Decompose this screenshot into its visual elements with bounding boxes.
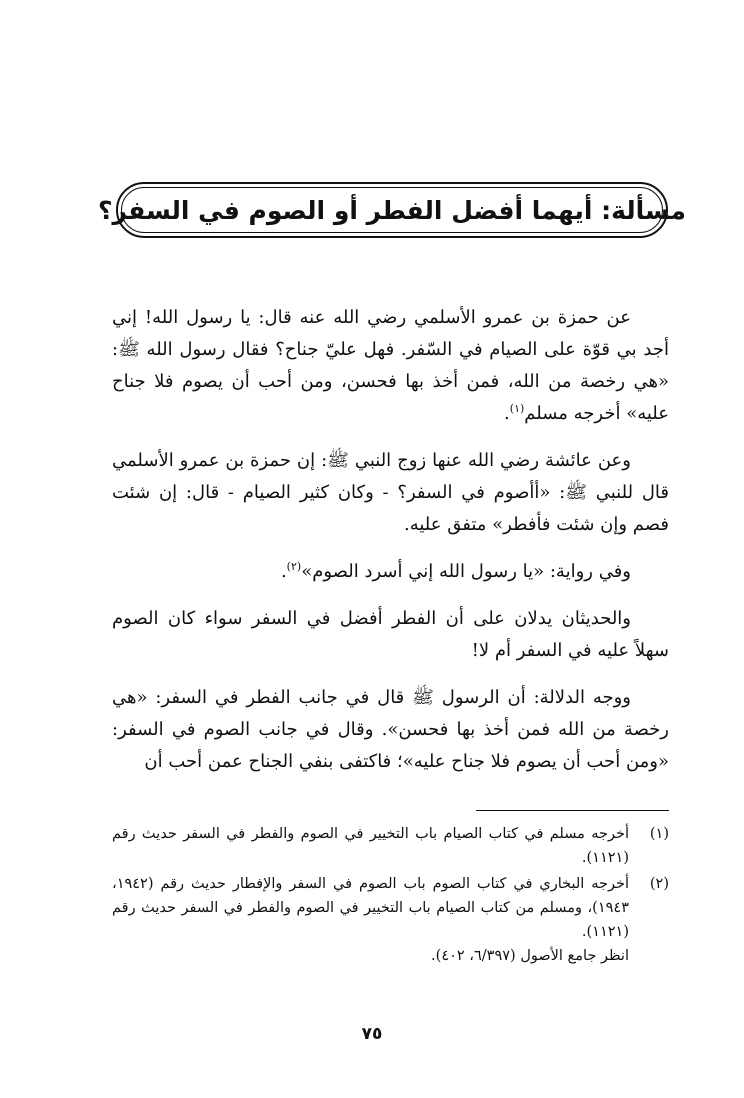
paragraph-text: والحديثان يدلان على أن الفطر أفضل في السفر سواء كان الصوم سهلاً عليه في السفر أم لا! — [112, 608, 669, 661]
paragraph-aisha-hadith — [112, 445, 669, 541]
footnote-body — [112, 822, 629, 870]
footnote-line: أخرجه مسلم في كتاب الصيام باب التخيير في الصوم والفطر في السفر حديث رقم (١١٢١). — [112, 826, 629, 866]
paragraph-text: وفي رواية: «يا رسول الله إني أسرد الصوم» — [301, 561, 631, 582]
paragraph-reasoning — [112, 682, 669, 778]
footnote-2 — [112, 872, 669, 968]
footnote-line: انظر جامع الأصول (٦/٣٩٧، ٤٠٢). — [431, 948, 629, 964]
paragraph-text: وعن عائشة رضي الله عنها زوج النبي ﷺ: إن حمزة بن عمرو الأسلمي قال للنبي ﷺ: «أأصوم في السفر؟ - وكان كثير الصيام - قال: إن شئت فصم وإن شئت فأفطر» متفق عليه. — [112, 450, 669, 535]
paragraph-hamza-hadith — [112, 302, 669, 430]
footnote-body — [112, 872, 629, 968]
footnote-ref-2[interactable]: (٢) — [286, 560, 302, 573]
chapter-title-frame — [98, 182, 686, 238]
footnotes — [112, 822, 669, 970]
paragraph-text: ووجه الدلالة: أن الرسول ﷺ قال في جانب الفطر في السفر: «هي رخصة من الله فمن أخذ بها فحسن». وقال في جانب الصوم في السفر: «ومن أحب أن يصوم فلا جناح عليه»؛ فاكتفى بنفي الجناح عمن أحب أن — [112, 687, 669, 772]
footnote-divider — [476, 810, 669, 811]
paragraph-text: عن حمزة بن عمرو الأسلمي رضي الله عنه قال: يا رسول الله! إني أجد بي قوّة على الصيام في السّفر. فهل عليّ جناح؟ فقال رسول الله ﷺ: «هي رخصة من الله، فمن أخذ بها فحسن، ومن أحب أن يصوم فلا جناح عليه» أخرجه مسلم — [112, 307, 669, 424]
footnote-number: (٢) — [649, 876, 669, 892]
paragraph-conclusion — [112, 603, 669, 667]
footnote-line: أخرجه البخاري في كتاب الصوم باب الصوم في السفر والإفطار حديث رقم (١٩٤٢، ١٩٤٣)، ومسلم من كتاب الصيام باب التخيير في الصوم والفطر في السفر حديث رقم (١١٢١). — [112, 876, 629, 940]
footnote-1 — [112, 822, 669, 870]
chapter-title: مسألة: أيهما أفضل الفطر أو الصوم في السفر؟ — [98, 195, 686, 225]
paragraph-end: . — [504, 403, 510, 424]
page-number: ٧٥ — [361, 1024, 383, 1044]
paragraph-end: . — [280, 561, 287, 582]
paragraph-narration — [112, 556, 669, 588]
footnote-number: (١) — [649, 826, 669, 842]
main-text — [112, 302, 669, 793]
footnote-ref-1[interactable]: (١) — [509, 402, 525, 415]
